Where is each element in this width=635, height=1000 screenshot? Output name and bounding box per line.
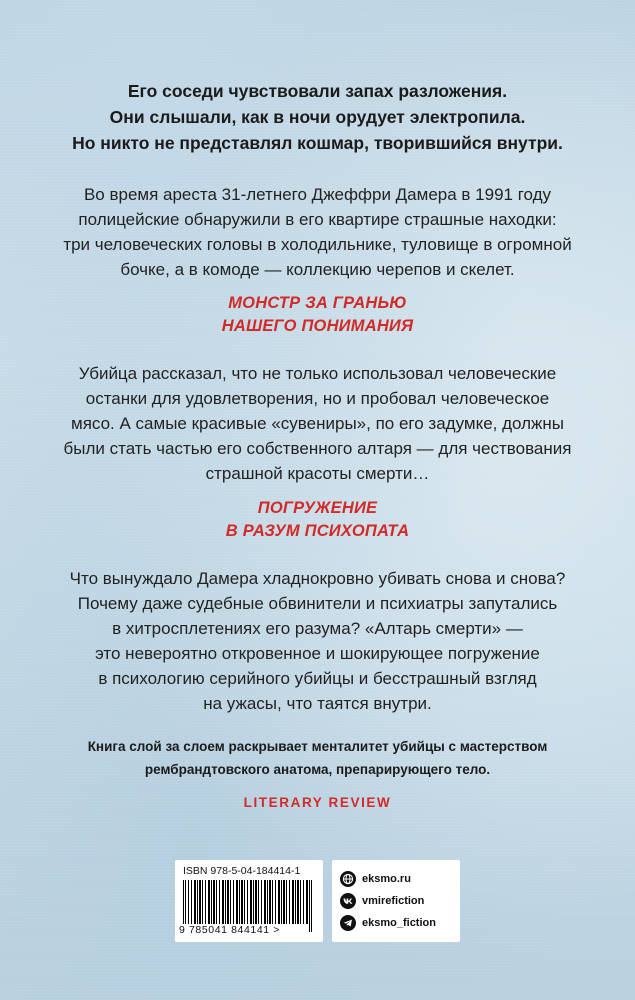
review-quote: [0, 735, 635, 781]
social-link-label: vmirefiction: [362, 895, 425, 907]
paragraph-line: мясо. А самые красивые «сувениры», по его задумке, должны: [71, 414, 564, 433]
isbn-label: ISBN 978-5-04-184414-1: [183, 865, 301, 877]
paragraph-line: на ужасы, что таятся внутри.: [203, 694, 432, 713]
heading-line: НАШЕГО ПОНИМАНИЯ: [221, 317, 414, 335]
section-heading-immersion: [0, 497, 635, 543]
globe-icon: [340, 871, 356, 887]
paragraph-line: полицейские обнаружили в его квартире страшные находки:: [78, 210, 557, 229]
lead-line: Но никто не представлял кошмар, творившийся внутри.: [72, 133, 563, 153]
paragraph-line: в хитросплетениях его разума? «Алтарь смерти» —: [112, 619, 523, 638]
paragraph-line: Что вынуждало Дамера хладнокровно убивать снова и снова?: [69, 569, 566, 588]
section-heading-monster: [0, 292, 635, 338]
lead-line: Они слышали, как в ночи орудует электропила.: [109, 107, 526, 127]
quote-line: Книга слой за слоем раскрывает менталитет убийцы с мастерством: [87, 739, 548, 754]
quote-line: рембрандтовского анатома, препарирующего тело.: [144, 762, 491, 777]
heading-line: МОНСТР ЗА ГРАНЬЮ: [228, 294, 407, 312]
social-link-vk[interactable]: [340, 892, 424, 910]
lead-text: [0, 78, 635, 156]
social-link-label: eksmo.ru: [362, 873, 411, 885]
social-link-website[interactable]: [340, 870, 411, 888]
paragraph-line: останки для удовлетворения, но и пробовал человеческое: [85, 389, 550, 408]
social-link-label: eksmo_fiction: [362, 917, 436, 929]
paragraph-line: бочке, а в комоде — коллекцию черепов и скелет.: [120, 260, 515, 279]
paragraph-confession: [0, 361, 635, 486]
telegram-icon: [340, 915, 356, 931]
quote-source: LITERARY REVIEW: [243, 795, 392, 810]
paragraph-line: Во время ареста 31-летнего Джеффри Дамера в 1991 году: [83, 185, 552, 204]
paragraph-line: Почему даже судебные обвинители и психиатры запутались: [77, 594, 558, 613]
paragraph-line: были стать частью его собственного алтаря — для чествования: [63, 439, 572, 458]
paragraph-questions: [0, 566, 635, 716]
social-links-box: [332, 860, 460, 942]
paragraph-line: страшной красоты смерти…: [205, 464, 430, 483]
lead-line: Его соседи чувствовали запах разложения.: [127, 81, 508, 101]
paragraph-line: три человеческих головы в холодильнике, туловище в огромной: [63, 235, 572, 254]
heading-line: В РАЗУМ ПСИХОПАТА: [225, 522, 410, 540]
barcode: [183, 880, 313, 924]
paragraph-line: в психологию серийного убийцы и бесстрашный взгляд: [98, 669, 537, 688]
barcode-guard: [309, 880, 313, 932]
paragraph-line: Убийца рассказал, что не только использовал человеческие: [78, 364, 557, 383]
isbn-barcode-box: [175, 860, 323, 942]
paragraph-line: это невероятно откровенное и шокирующее погружение: [95, 644, 540, 663]
barcode-digits: 9 785041 844141 >: [179, 924, 280, 936]
heading-line: ПОГРУЖЕНИЕ: [257, 499, 378, 517]
paragraph-arrest: [0, 182, 635, 282]
vk-icon: [340, 893, 356, 909]
social-link-telegram[interactable]: [340, 914, 436, 932]
